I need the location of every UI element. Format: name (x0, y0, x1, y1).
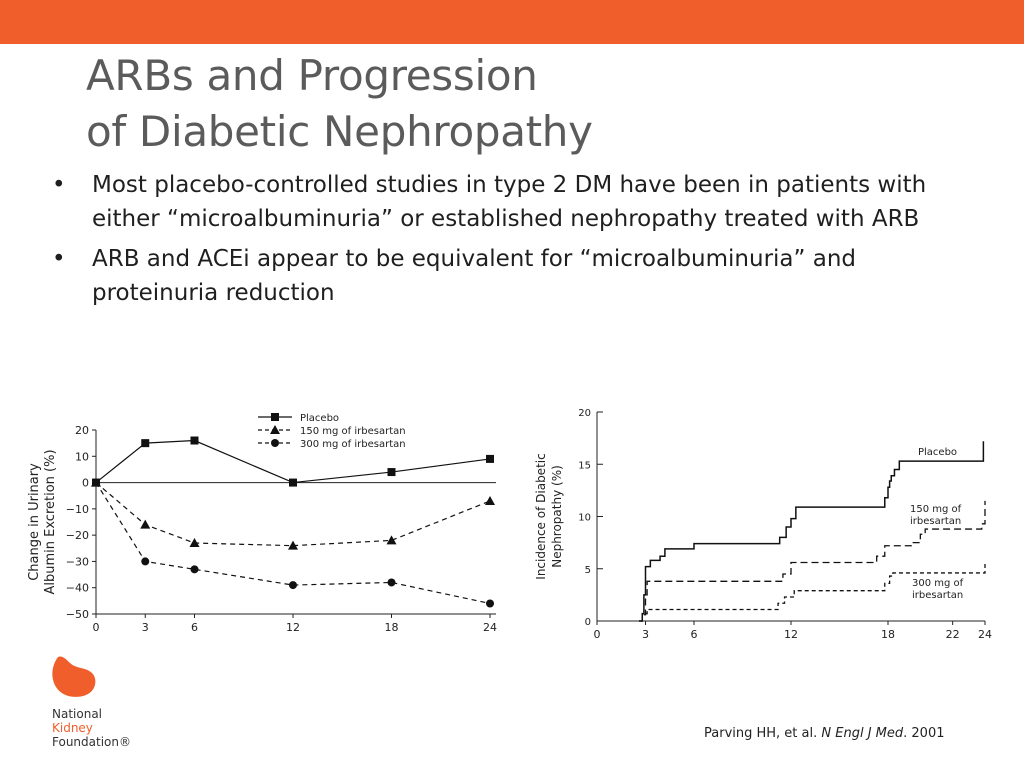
chart1-data-point (191, 437, 199, 445)
chart2-x-tick-label: 0 (593, 628, 601, 641)
chart1-data-point (289, 581, 297, 589)
chart1-legend-label: 150 mg of irbesartan (300, 426, 406, 437)
chart2-y-axis-label: Nephropathy (%) (550, 465, 564, 568)
chart2-y-tick-label: 0 (584, 617, 591, 628)
bullet-text: Most placebo-controlled studies in type 2 DM have been in patients with either “microalbuminuria” or established nephropathy treated with ARB (92, 172, 927, 232)
chart2-y-tick-label: 5 (584, 564, 591, 576)
chart1-data-point (485, 496, 495, 505)
logo-line-1: National (52, 707, 103, 721)
chart1-data-point (141, 557, 149, 565)
chart2-series-label: 150 mg of (910, 504, 962, 515)
chart1-x-tick-label: 0 (92, 621, 100, 634)
chart1-x-tick-label: 3 (141, 621, 149, 634)
chart2-x-tick-label: 6 (690, 628, 698, 641)
chart1-y-tick-label: −40 (65, 581, 89, 595)
chart1-y-tick-label: 10 (75, 450, 89, 464)
chart1-y-tick-label: −30 (65, 555, 89, 569)
citation-authors: Parving HH, et al. (704, 726, 818, 741)
chart1-data-point (387, 535, 397, 544)
chart2-x-tick-label: 3 (642, 628, 649, 641)
chart1-series-line (96, 441, 490, 483)
chart2-series-label: Placebo (918, 447, 958, 458)
chart1-legend-marker (271, 413, 279, 421)
logo-wordmark (52, 707, 131, 749)
chart1-data-point (486, 599, 494, 607)
chart1-data-point (388, 578, 396, 586)
chart1-data-point (191, 565, 199, 573)
citation-year: . 2001 (903, 726, 945, 741)
chart1-y-axis-label: Change in Urinary (27, 463, 42, 581)
chart1-y-axis-label: Albumin Excretion (%) (43, 449, 58, 595)
chart1-x-tick-label: 18 (384, 621, 399, 634)
chart1-data-point (92, 479, 100, 487)
chart1-y-tick-label: 0 (82, 476, 89, 490)
chart1-series-line (96, 483, 490, 546)
chart1-x-tick-label: 6 (191, 621, 198, 634)
chart1-legend-marker (270, 425, 280, 434)
chart1-data-point (141, 439, 149, 447)
chart2-y-axis-label: Incidence of Diabetic (534, 453, 548, 580)
bullet-marker: • (52, 246, 66, 272)
chart2-y-tick-label: 20 (578, 408, 591, 419)
chart1-y-tick-label: −20 (65, 529, 89, 543)
chart1-y-tick-label: −50 (65, 608, 89, 621)
chart2-x-tick-label: 24 (978, 628, 992, 641)
bullet-text: ARB and ACEi appear to be equivalent for “microalbuminuria” and proteinuria reduction (92, 246, 857, 306)
chart2-series-label: irbesartan (912, 590, 964, 601)
chart2-series-label: 300 mg of (912, 578, 964, 589)
chart1-legend-marker (271, 439, 279, 447)
chart1-x-tick-label: 24 (483, 621, 497, 634)
chart1-data-point (486, 455, 494, 463)
chart1-data-point (289, 479, 297, 487)
chart2-series-label: irbesartan (910, 516, 962, 527)
nkf-logo (50, 655, 160, 755)
chart1-data-point (388, 468, 396, 476)
citation-journal: N Engl J Med (821, 726, 904, 741)
chart1-y-tick-label: 20 (75, 424, 89, 437)
chart1-legend-label: Placebo (300, 413, 340, 424)
chart1-data-point (140, 520, 150, 529)
chart2-y-tick-label: 15 (578, 460, 591, 472)
chart1-x-tick-label: 12 (286, 621, 300, 634)
kidney-drop-icon (50, 655, 100, 699)
chart2-x-tick-label: 12 (784, 628, 798, 641)
chart2-x-tick-label: 22 (945, 628, 960, 641)
bullet-marker: • (52, 172, 66, 198)
citation (704, 726, 945, 741)
chart1-legend-label: 300 mg of irbesartan (300, 439, 406, 450)
page-title-line-1: ARBs and Progression (86, 51, 538, 100)
chart2-y-tick-label: 10 (578, 512, 591, 524)
page-title-line-2: of Diabetic Nephropathy (86, 107, 593, 156)
logo-line-2: Kidney (52, 721, 93, 735)
chart1-y-tick-label: −10 (65, 502, 89, 516)
logo-line-3: Foundation® (52, 735, 131, 749)
chart2-x-tick-label: 18 (881, 628, 895, 641)
